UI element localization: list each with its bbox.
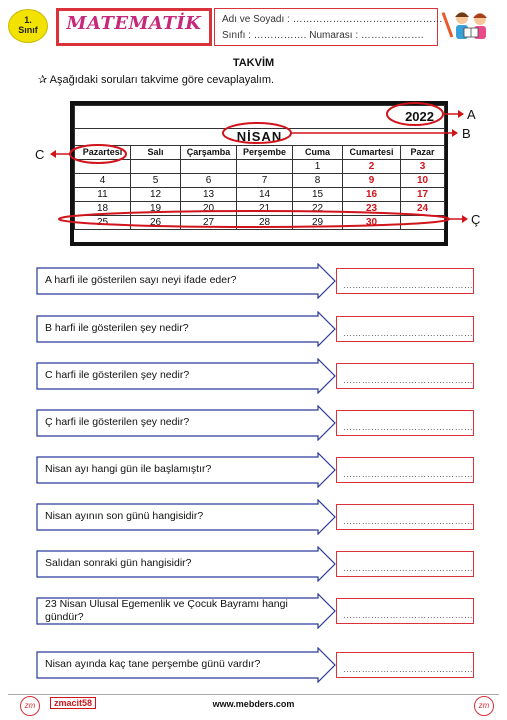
calendar-day-cell: 15 (293, 188, 343, 202)
calendar-day-cell: 29 (293, 216, 343, 230)
answer-placeholder: …………………………………… (343, 516, 474, 526)
student-name-field[interactable]: Adı ve Soyadı : ……………………………………… (222, 14, 443, 25)
calendar-day-cell: 23 (343, 202, 401, 216)
calendar-day-cell: 10 (401, 174, 445, 188)
calendar-day-cell: 14 (237, 188, 293, 202)
instruction-text: ✰ Aşağıdaki soruları takvime göre cevaplayalım. (38, 74, 275, 86)
day-header: Perşembe (237, 146, 293, 160)
calendar-day-cell: 20 (181, 202, 237, 216)
day-header: Salı (131, 146, 181, 160)
calendar-day-cell: 24 (401, 202, 445, 216)
day-header: Pazar (401, 146, 445, 160)
calendar-day-cell: 17 (401, 188, 445, 202)
day-header: Çarşamba (181, 146, 237, 160)
footer-logo-right: zm (474, 696, 494, 716)
arrow-b-head (452, 129, 458, 137)
arrow-a-head (458, 110, 464, 118)
footer-logo-left: zm (20, 696, 40, 716)
calendar-day-cell: 18 (75, 202, 131, 216)
calendar-day-cell: 27 (181, 216, 237, 230)
answer-placeholder: …………………………………… (343, 563, 474, 573)
calendar-day-cell: 1 (293, 160, 343, 174)
question-text: C harfi ile gösterilen şey nedir? (45, 369, 190, 381)
grade-badge (8, 9, 48, 43)
label-cc: Ç (471, 212, 481, 227)
calendar-day-cell: 30 (343, 216, 401, 230)
calendar-day-cell: 13 (181, 188, 237, 202)
answer-placeholder: …………………………………… (343, 375, 474, 385)
calendar-day-cell: 22 (293, 202, 343, 216)
answer-field[interactable] (336, 268, 474, 294)
calendar-day-cell: 16 (343, 188, 401, 202)
answer-field[interactable] (336, 504, 474, 530)
question-text: Nisan ayı hangi gün ile başlamıştır? (45, 463, 212, 475)
question-text: A harfi ile gösterilen sayı neyi ifade eder? (45, 274, 237, 286)
question-text: Salıdan sonraki gün hangisidir? (45, 557, 192, 569)
answer-field[interactable] (336, 598, 474, 624)
calendar-day-cell: 11 (75, 188, 131, 202)
question-text: Ç harfi ile gösterilen şey nedir? (45, 416, 190, 428)
calendar-day-cell: 28 (237, 216, 293, 230)
day-header-highlight-oval (70, 145, 126, 163)
calendar-month: NİSAN (236, 128, 283, 144)
answer-field[interactable] (336, 457, 474, 483)
calendar-day-cell: 26 (131, 216, 181, 230)
calendar-day-cell: 21 (237, 202, 293, 216)
calendar-day-cell: 9 (343, 174, 401, 188)
question-text: B harfi ile gösterilen şey nedir? (45, 322, 189, 334)
answer-field[interactable] (336, 551, 474, 577)
question-text: Nisan ayının son günü hangisidir? (45, 510, 204, 522)
answer-field[interactable] (336, 363, 474, 389)
calendar-annotations (0, 95, 507, 235)
answer-placeholder: …………………………………… (343, 469, 474, 479)
footer-divider (8, 694, 499, 695)
calendar-day-cell: 12 (131, 188, 181, 202)
answer-placeholder: …………………………………… (343, 422, 474, 432)
answer-placeholder: …………………………………… (343, 280, 474, 290)
grade-label: Sınıf (18, 25, 38, 35)
calendar-day-cell: 2 (343, 160, 401, 174)
arrow-cc-head (462, 215, 468, 223)
day-header: Cumartesi (343, 146, 401, 160)
calendar-day-cell: 3 (401, 160, 445, 174)
label-b: B (462, 126, 471, 141)
day-header: Pazartesi (75, 146, 131, 160)
day-header: Cuma (293, 146, 343, 160)
calendar-day-cell: 7 (237, 174, 293, 188)
page-title: TAKVİM (232, 57, 275, 69)
calendar-day-cell: 4 (75, 174, 131, 188)
calendar-day-cell: 6 (181, 174, 237, 188)
label-a: A (467, 107, 476, 122)
answer-field[interactable] (336, 316, 474, 342)
week-highlight-oval (59, 211, 449, 227)
month-highlight-oval (223, 123, 291, 143)
question-text: Nisan ayında kaç tane perşembe günü vardır? (45, 658, 261, 670)
calendar-year: 2022 (405, 108, 434, 124)
author-tag: zmacit58 (50, 697, 96, 709)
calendar-day-cell: 5 (131, 174, 181, 188)
answer-placeholder: …………………………………… (343, 328, 474, 338)
calendar-day-cell: 19 (131, 202, 181, 216)
calendar-day-cell: 8 (293, 174, 343, 188)
answer-placeholder: …………………………………… (343, 610, 474, 620)
website-link[interactable]: www.mebders.com (212, 699, 295, 709)
question-text: 23 Nisan Ulusal Egemenlik ve Çocuk Bayramı hangi gündür? (45, 598, 288, 623)
year-highlight-oval (387, 103, 443, 125)
answer-field[interactable] (336, 652, 474, 678)
student-class-field[interactable]: Sınıfı : ……………. Numarası : ………………. (222, 30, 424, 41)
answer-field[interactable] (336, 410, 474, 436)
arrow-c-head (50, 150, 56, 158)
subject-title: MATEMATİK (66, 13, 202, 34)
label-c: C (35, 147, 45, 162)
children-reading-illustration (440, 8, 496, 44)
calendar-day-cell: 25 (75, 216, 131, 230)
answer-placeholder: …………………………………… (343, 664, 474, 674)
grade-number: 1. (24, 15, 32, 25)
